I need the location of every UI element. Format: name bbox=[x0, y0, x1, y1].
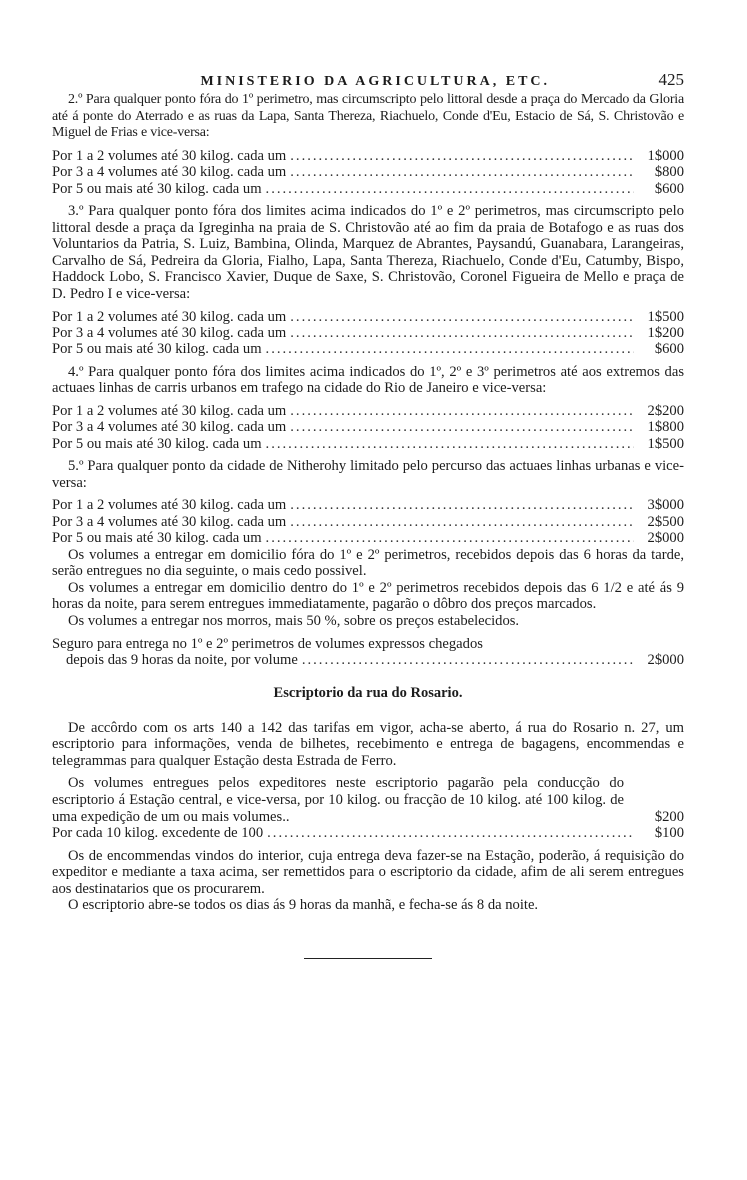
section-2-text: 2.º Para qualquer ponto fóra do 1º perimetro, mas circumscripto pelo littoral desde a praça do Mercado da Gloria até á ponte do Aterrado e as ruas da Lapa, Santa Thereza, Riachuelo, Conde d'Eu, Estacio de Sá, S. Christovão e Miguel de Frias e vice-versa: bbox=[52, 92, 684, 141]
rate-row: Por 3 a 4 volumes até 30 kilog. cada um ..... 1$800 bbox=[52, 419, 684, 435]
rate-row: Por 3 a 4 volumes até 30 kilog. cada um ..... $800 bbox=[52, 164, 684, 180]
page-number: 425 bbox=[658, 70, 684, 89]
conduction-rate bbox=[52, 775, 684, 825]
note-paragraph: Os volumes a entregar em domicilio dentro do 1º e 2º perimetros recebidos depois das 6 1/2 e até ás 9 horas da noite, para serem entregues immediatamente, pagarão o dôbro dos preços marcados. bbox=[52, 579, 684, 613]
conduction-text: Os volumes entregues pelos expeditores neste escriptorio pagarão pela conducção do escriptorio á Estação central, e vice-versa, por 10 kilog. ou fracção de 10 kilog. até 100 kilog. de uma expedição de um ou mais volumes.. bbox=[52, 775, 624, 825]
running-title: MINISTERIO DA AGRICULTURA, ETC. bbox=[200, 74, 551, 89]
office-intro: De accôrdo com os arts 140 a 142 das tarifas em vigor, acha-se aberto, á rua do Rosario n. 27, um escriptorio para informações, venda de bilhetes, recebimento e entrega de bagagens, encommendas e telegrammas para qualquer Estação desta Estrada de Ferro. bbox=[52, 719, 684, 769]
rate-row: Por 5 ou mais até 30 kilog. cada um ..... $600 bbox=[52, 341, 684, 357]
closing-paragraph: Os de encommendas vindos do interior, cuja entrega deva fazer-se na Estação, poderão, á requisição do expeditor e mediante a taxa acima, ser remettidos para o escriptorio da cidade, afim de ali serem entregues aos destinatarios que os procurarem. bbox=[52, 847, 684, 897]
conduction-value: $200 bbox=[654, 808, 684, 825]
rate-row: Por 1 a 2 volumes até 30 kilog. cada um ..... 1$500 bbox=[52, 309, 684, 325]
note-paragraph: Os volumes a entregar em domicilio fóra do 1º e 2º perimetros, recebidos depois das 6 horas da tarde, serão entregues no dia seguinte, o mais cedo possivel. bbox=[52, 546, 684, 580]
end-rule-divider bbox=[304, 958, 432, 959]
section-3-text: 3.º Para qualquer ponto fóra dos limites acima indicados do 1º e 2º perimetros, mas circumscripto pelo littoral desde a praça da Igreginha na praia de S. Christovão até ao fim da praia de Botafogo e as ruas dos Voluntarios da Patria, S. Luiz, Bambina, Olinda, Marquez de Abrantes, Paysandú, Guanabara, Larangeiras, Carvalho de Sá, Pedreira da Gloria, Fialho, Lapa, Santa Thereza, Riachuelo, Conde d'Eu, Catumby, Bispo, Haddock Lobo, S. Francisco Xavier, Duque de Saxe, S. Christovão, Coronel Figueira de Mello e praça de D. Pedro I e vice-versa: bbox=[52, 203, 684, 302]
rate-row: Por 5 ou mais até 30 kilog. cada um ..... 2$000 bbox=[52, 530, 684, 546]
document-page bbox=[52, 70, 684, 959]
section-4-text: 4.º Para qualquer ponto fóra dos limites acima indicados do 1º, 2º e 3º perimetros até aos extremos das actuaes linhas de carris urbanos em trafego na cidade do Rio de Janeiro e vice-versa: bbox=[52, 363, 684, 397]
insurance-row: depois das 9 horas da noite, por volume ..... 2$000 bbox=[52, 652, 684, 668]
rate-row: Por 1 a 2 volumes até 30 kilog. cada um ..... 2$200 bbox=[52, 403, 684, 419]
excess-rate-row: Por cada 10 kilog. excedente de 100 ..... $100 bbox=[52, 825, 684, 841]
rate-row: Por 5 ou mais até 30 kilog. cada um ..... $600 bbox=[52, 181, 684, 197]
rate-row: Por 3 a 4 volumes até 30 kilog. cada um ..... 1$200 bbox=[52, 325, 684, 341]
rate-row: Por 3 a 4 volumes até 30 kilog. cada um ..... 2$500 bbox=[52, 514, 684, 530]
rate-row: Por 1 a 2 volumes até 30 kilog. cada um ..... 1$000 bbox=[52, 148, 684, 164]
rate-row: Por 5 ou mais até 30 kilog. cada um ..... 1$500 bbox=[52, 436, 684, 452]
note-paragraph: Os volumes a entregar nos morros, mais 50 %, sobre os preços estabelecidos. bbox=[68, 612, 520, 629]
insurance-text: Seguro para entrega no 1º e 2º perimetros de volumes expressos chegados bbox=[52, 635, 483, 652]
closing-paragraph: O escriptorio abre-se todos os dias ás 9 horas da manhã, e fecha-se ás 8 da noite. bbox=[68, 897, 539, 914]
section-5-text: 5.º Para qualquer ponto da cidade de Nitherohy limitado pelo percurso das actuaes linhas urbanas e vice-versa: bbox=[52, 458, 684, 491]
office-section-title: Escriptorio da rua do Rosario. bbox=[273, 684, 463, 701]
running-header bbox=[52, 70, 684, 92]
rate-row: Por 1 a 2 volumes até 30 kilog. cada um ..... 3$000 bbox=[52, 497, 684, 513]
